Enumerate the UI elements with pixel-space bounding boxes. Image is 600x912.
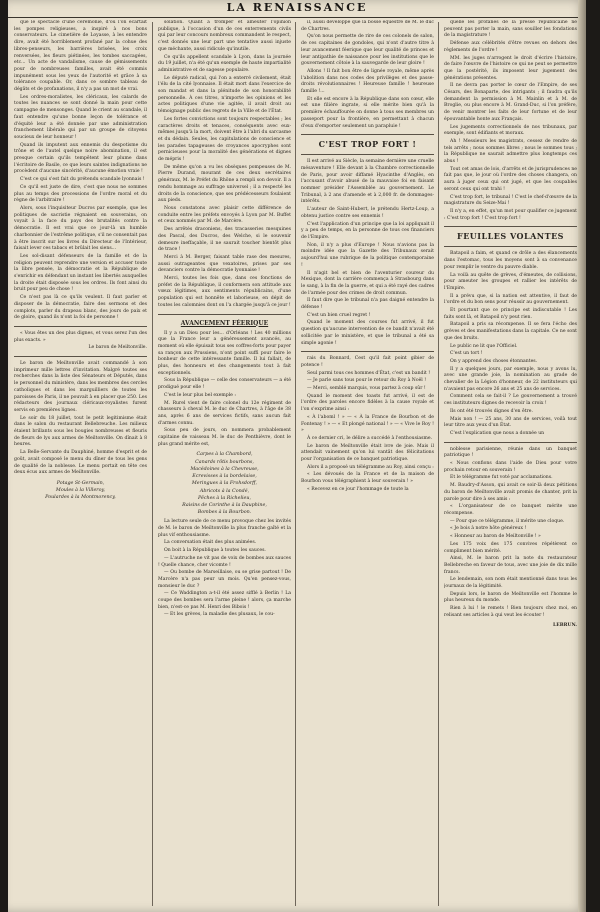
paragraph: Il ne devra pas porter le cœur de l'Empire, de ses Césars, des Bonaparte, des intrigants ; il faudra qu'ils demandent la permission à M. Mainlin et à M. de Broglie, ou plus encore à M. Grand-Duc, si l'on préfère, de venir montrer les faits de leur fortune et de leur épouvantable honte aux Français.: [444, 83, 577, 122]
paragraph: Sous la République — celle des conservateurs — a été prodigué pour elle !: [158, 378, 291, 391]
menu-item: Macédoines à la Chevreuse,: [190, 466, 259, 472]
paragraph: — Pour que ce télégramme, il mérite une cloque.: [450, 518, 565, 524]
paragraph: Quand le moment des toasts fut arrivé, il est de l'ordre des paroles encore fidèles à la cause royale et l'on s'exprime ainsi :: [301, 393, 434, 413]
paragraph: Sous peu de jours, on nommera probablement capitaine de vaisseau M. le duc de Penthièvre, dont le plus grand mérite est,: [158, 428, 291, 447]
paragraph: Des arrêtés draconiens, des tracasseries mesquines des Pascal, des Ducros, des Welche, si le souvenir demeure ineffaçable, il ne saurait toucher bientôt plus de trace !: [158, 227, 291, 253]
paragraph: On boit à la République à toutes les sauces.: [164, 548, 266, 554]
paragraph: Allons ! Il fait bon être de lignée royale, même après l'abolition dans nos codes des privilèges et des passe-droits révolutionnaires ! Heureuse famille ! heureuse famille !...: [301, 68, 434, 95]
paragraph: Les 175 voix des 175 convives répétèrent ce compliment bien mérité.: [444, 541, 577, 554]
paragraph: quelle les profanes de la presse républicaine ne peuvent pas porter la main, sans souiller les fondations de la magistrature !: [444, 20, 577, 39]
column-rule: [438, 22, 439, 906]
paragraph: Alors il a proposé un télégramme au Roy, ainsi conçu :: [307, 464, 434, 470]
paragraph: Le public ne lit que l'Officiel.: [450, 343, 518, 349]
paragraph: « L'organisateur de ce banquet mérite une récompense.: [444, 504, 577, 516]
paragraph: Il a prévu que, si la nation est attentive, il faut de l'ordre et du bon sens pour réussir au gouvernement.: [444, 293, 577, 306]
divider: [14, 326, 147, 327]
paragraph: — Ce Waddington a-t-il été assez sifflé à Berlin ! La coupe des bombes sera l'arme pleine ! alors, ça marche bien, n'est-ce pas M. Henri des Bibois !: [158, 591, 291, 610]
column-4: [444, 20, 577, 904]
paragraph: Alors, sous l'inquisiteur Ducros par exemple, que les politiques de sacristie régnaient en souverains, on voyait à la face du pays des brutalités contre la démocratie. Il est vrai que ce jour-là un humble charbonnier de l'extrême politique, s'il ne consentait pas à être inscrit sur les livres du Directeur de l'Intérieur, faisait lever ces tabacs et brûlait les siens...: [14, 205, 147, 252]
paragraph: Seul parmi tous ces hommes d'État, c'est un bandit !: [307, 370, 431, 376]
paragraph: « À l'aboml ! » — « À la France de Bourbon et de Fontenay ! » — « Et plongé national ! » — « Vive le Roy ! »: [301, 414, 434, 434]
menu-item: Potage St-Germain,: [56, 481, 105, 486]
paragraph: L'auteur de Saint-Hubert, le prétendu Hertz-Loup, a obtenu justice contre ses ennemis !: [301, 207, 434, 219]
quote: « Vous êtes un des plus dignes, et vous serez l'un des plus exacts. »: [14, 330, 147, 343]
paragraph: Batapoil a faim, et quand ce drôle a des élancements dans l'estomac, tous les moyens sont à sa convenance pour remplir le ventre du pauvre diable.: [444, 251, 577, 270]
divider: [444, 246, 577, 247]
menu-item: Carpes à la Chambord,: [196, 452, 253, 458]
paragraph: Il faut dire que le tribunal n'a pas daigné entendre la défense !: [301, 298, 434, 311]
column-rule: [152, 22, 153, 906]
menu-list: [158, 451, 291, 516]
paragraph: Le lendemain, son nom était mentionné dans tous les journaux de la légitimité.: [444, 577, 577, 590]
paragraph: — L'autruche ne vit pas de voix de bombes aux sauces ! Quelle chance, cher vicomte !: [158, 555, 291, 568]
paragraph: Mais non ! — 25 ans, 30 ans de services, voilà tout leur titre aux yeux d'un État.: [444, 416, 577, 429]
paragraph: — Je parle sans tous pour le retour du Roy à Noël !: [307, 378, 427, 384]
paragraph: Le baron de Meiltonville avait commandé à son imprimeur mille lettres d'invitation. Malgré toutes ses recherches dans la liste des Sénateurs et Députés, dans le personnel du ministère, dans les membres des cercles catholiques et dans les marguilliers de toutes les paroisses de Paris, il ne pouvait à en placer que 250. Les rédacteurs des journaux cléricaux-royalistes furent servis en premières lignes.: [14, 361, 147, 413]
paragraph: Le baron de Meiltonville était ivre de joie. Mais il attendait vainement qu'on lui vantât des félicitations pour l'organisation de ce banquet patriotique.: [301, 443, 434, 463]
menu-item: Bombes à la Bourbon.: [197, 510, 252, 516]
paragraph: De même qu'on a vu les obsèques pompeuses de M. Pierre Durand, mourant de ces deux secrétaires généraux, M. le Préfet du Rhône a rempli son devoir. Il a rendu hommage au suffrage universel ; il a respecté les droits de la conscience, que ses prédécesseurs foulaient aux pieds.: [158, 164, 291, 204]
menu-list: [14, 480, 147, 502]
paragraph: Rien à lui ! le remets ! Bien toujours chez moi, en relisant ses articles à qui veut les écouter !: [444, 606, 577, 618]
paragraph: Et le télégramme fut voté par acclamations.: [450, 475, 553, 481]
paragraph: Tout cet amas de lois, d'arrêts et de jurisprudences ne fait pas que, le jour où l'ordre des choses changera, on aura à juger ceux qui ont jugé, et que les coupables seront ceux qui ont trahi !: [444, 166, 577, 192]
paragraph: La Belle-Servante du Dauphiné, homme d'esprit et de goût, avait composé le menu du dîner de tous les gens de qualité de la noblesse. Le menu portait en tête ces deux écus aux armes de Meiltonville.: [14, 450, 147, 476]
paragraph: Ce qu'ils appellent scandale à Lyon, dans la journée du 19 juillet, n'a été qu'un exemple de haute impartialité administrative et de sagesse populaire.: [158, 54, 291, 73]
paragraph: rais du Bonnard, Cest qu'il fait point gibier de potence !: [301, 356, 434, 368]
paragraph: — Ou bombe de Marseillaise, ou se grise partout ! De Marcère n'a pas peur un mois. Qu'en pensez-vous, monsieur le duc ?: [158, 570, 291, 589]
section-heading: C'EST TROP FORT !: [318, 139, 417, 150]
paragraph: Les jugements correctionnels de nos tribunaux, par exemple, sont édifiants et moraux.: [444, 124, 577, 137]
newspaper-page: [8, 0, 586, 912]
paragraph: Et elle est encore à la République dans son cœur, elle est une filière ingrate, si elle mérite bien qu'à la première échauffourée on donne à tous ses membres un passeport pour la frontière, en permettant à chacun d'eux d'emporter seulement un parapluie !: [301, 96, 434, 129]
paragraph: MM. les juges n'arrogent le droit d'écrire l'histoire, de faire l'œuvre de l'histoire ce qui ne peut se permettre que la postérité, ils imposent leur jugement des générations présentes.: [444, 55, 577, 81]
paragraph: Ce qu'il est juste de dire, c'est que nous ne sommes plus au temps des processions de l'ordre moral et du règne de l'arbitraire !: [14, 184, 147, 204]
paragraph: C'est l'explication que nous a donnée un: [450, 430, 545, 436]
divider: [444, 442, 577, 443]
paragraph: C'est un bien cruel regret !: [307, 312, 371, 318]
paragraph: C'est trop fort, le tribunal ! C'est le chef-d'œuvre de la magistrature du Seize-Mai !: [444, 194, 577, 207]
quote-signature: Le baron de Meiltonville.: [88, 345, 147, 351]
paragraph: Ah ! Messieurs les magistrats, cessez de rendre de tels arrêts ; nous sommes libres ; nous le sommes tous ; la République ne saurait admettre plus longtemps ces abus !: [444, 138, 577, 165]
menu-item: Raisins de Corinthe à la Dauphine,: [182, 502, 267, 508]
masthead: LA RENAISSANCE: [8, 0, 586, 18]
paragraph: C'est ce qui s'est fait du prétendu scandale lyonnais !: [20, 177, 145, 183]
paragraph: Quand ils imputent aux ennemis du despotisme du trône et de l'autel quelque noire abomination, il est presque certain qu'ils tempêtent leur plume dans l'écritoire de Basile, ce que leurs saintes indignations ne procèdent d'aucune sincérité, d'aucune émotion vraie !: [14, 142, 147, 175]
paragraph: Merci, toutes les fois que, dans ces fonctions de préfet de la République, il conformera son attitude aux vœux légitimes, aux sentiments républicains, d'une population qui est honnête et laborieuse, en dépit de toutes les calomnies dont on l'a chargée jusqu'à ce jour !: [158, 276, 291, 308]
paragraph: C'est l'application d'un principe que la loi appliquait il y a peu de temps, en la personne de tous ces financiers de l'Empire.: [301, 221, 434, 240]
page-edge: [578, 0, 586, 912]
column-1: [14, 20, 147, 904]
paragraph: Batapoil a pris sa récompense. Il se fera l'écho des grèves et des manifestations dans la capitale. Ce ne sont que des bruits.: [444, 322, 577, 341]
paragraph: Depuis lors, le baron de Meiltonville est l'homme le plus heureux du monde.: [444, 591, 577, 604]
paragraph: Il n'agit bel et bien de l'aventurier coureur du Mexique, dont la carrière commença à Strasbourg dans le sang, à la fin de la guerre, et qui a été rayé des cadres de l'armée pour des crimes de droit commun.: [301, 270, 434, 296]
paragraph: Le soir du 18 juillet, tout le petit legitimisme était dans le salon du restaurant Bellebreuche. Les milieux étaient brillants sous les bougies nombreuses et fleuris de fleurs de lys aux armes de Meiltonville. On dînait à 8 heures.: [14, 415, 147, 448]
paragraph: Merci à M. Berger, faisant table rase des mesures, aussi outrageantes que vexatoires, prises par ses devanciers contre la démocratie lyonnaise !: [158, 254, 291, 274]
paragraph: Ainsi, M. le baron prit la note du restaurateur Bellebreche en faveur de tous, avec une joie de dix mille francs.: [444, 556, 577, 575]
paragraph: Les fortes convictions sont toujours respectables ; les caractères droits et tenaces, conséquents avec eux-mêmes jusqu'à la mort, doivent être à l'abri du sarcasme et du dédain. Seules, les capitulations de conscience et les parades tapageuses de croyances apocryphes sont pernicieuses pour la moralité des générations et dignes de mépris !: [158, 116, 291, 163]
paragraph: Ce n'est pas là ce qu'ils veulent. Il faut parler et disposer de la démocratie, faire des sermons et des complots, parler du drapeau blanc, des jours de paix et de gloire, quand ils n'ont la foi de personne !: [14, 295, 147, 321]
divider: [301, 351, 434, 352]
divider: [301, 154, 434, 155]
paragraph: La voilà au quête de grèves, d'émeutes, de collisions, pour ameuter les groupes et rallier les intérêts de l'Empire.: [444, 272, 577, 291]
paragraph: « Les dévoués de la France et de la maison de Bourbon vous télégraphient à leur souverain ! »: [301, 472, 434, 485]
paragraph: À ce dernier cri, le délire a succédé à l'enthousiasme.: [307, 435, 433, 441]
paragraph: Non, il n'y a plus d'Europe ! Nous n'avions pas la moindre idée que la Gazette des Tribunaux serait aujourd'hui une rubrique de la politique contemporaine !: [301, 242, 434, 268]
menu-item: Pêches à la Richelieu,: [197, 495, 252, 501]
paragraph: — Et les grèves, la maladie des plusaux, le cou-: [164, 612, 275, 618]
paragraph: « Honneur au baron de Meiltonville ! »: [450, 534, 541, 540]
paragraph: Il n'y a, en effet, qu'un mot pour qualifier ce jugement : C'est trop fort ! C'est trop fort !: [444, 208, 577, 221]
paragraph: Il est arrivé au Siècle, la semaine dernière une cruelle mésaventure ! Elle devant à la Chambre correctionnelle de Paris, pour avoir diffamé Hyacinthe d'Anglès, en l'accusant d'avoir abusé de la mauvaise foi en faisant nommer présider l'Assemblée au gouvernement. Le Tribunal, à 2 ans d'amende et à 2,000 fr. de dommages-intérêts.: [301, 159, 434, 205]
column-2: [158, 20, 291, 904]
paragraph: M. Baudry-d'Asson, qui avait ce soir-là deux pétitions du baron de Meiltonville avait promis de chanter, prit la parole pour dire à ses amis :: [444, 483, 577, 502]
paragraph: noblesse parisienne, réunie dans un banquet patriotique !: [444, 446, 577, 459]
paragraph: il, aussi développé que la bosse équestre de M. le duc de Chartres.: [301, 20, 434, 32]
paragraph: Qu'on nous permette de rire de ces colonels de salon, de ces capitaines de gondoles, qui n'ont d'autre titre à leur avancement féerique que leur qualité de princes et leur antipathie de naissance pour les institutions que le gouvernement côtoie à la sauvegarde de leur gloire !: [301, 34, 434, 67]
divider: [14, 356, 147, 357]
paragraph: que le spectacle d'une cérémonie, d'où l'on écartait les pompes religieuses, a inspiré à nos bons conservateurs. Le cimetière de Loyasse, à les entendre dire, avait été horriblement profané par la cohue des libres-penseurs, les barrières brisées, les croix renversées, les fleurs piétinées, les tombes saccagées, etc... Un acte de vandalisme, cause de gémissements pour de nombreuses familles, avait été commis impunément sous les yeux de l'autorité et grâce à sa tolérance coupable. Or, dans ce sombre tableau de dégâts et de profanations, il n'y a pas un mot de vrai.: [14, 20, 147, 93]
paragraph: Ils ont été trouvés dignes d'en être.: [450, 408, 533, 414]
section-heading: FEUILLES VOLANTES: [457, 231, 564, 242]
paragraph: La conversation était des plus animées.: [164, 540, 257, 546]
paragraph: « Nous confions dans l'aide de Dieu pour votre prochain retour en souverain !: [444, 461, 577, 473]
menu-item: Ecrevisses à la bordelaise,: [192, 474, 257, 480]
divider: [444, 226, 577, 227]
paragraph: Comment cela se fait-il ? Le gouvernement a trouvé ces instituteurs dignes de recevoir la croix !: [444, 394, 577, 407]
divider: [301, 134, 434, 135]
paragraph: La lecture seule de ce menu provoque chez les invités de M. le baron de Meiltonville la plus franche gaîté et la plus vif enthousiasme.: [158, 519, 291, 538]
paragraph: « Je bois à notre hôte généreux !: [450, 526, 527, 532]
author-signature: LEBRUN.: [553, 622, 577, 628]
menu-item: Moules à la Villeroy,: [55, 488, 106, 494]
menu-item: Poulardes à la Montmorency,: [45, 495, 116, 501]
paragraph: Il y a un Dieu pour les... d'Orléans ! Les 40 millions que la France leur a généreusement avancés, au moment où elle épuisait tous ses coffres-forts pour payer sa rançon aux Prussiens, n'ont point suffi pour faire le bonheur de cette intéressante famille. Il lui fallait, de plus, des honneurs et des changements tout à fait exceptionnels.: [158, 330, 291, 376]
paragraph: « Recevez en ce jour l'hommage de toute la: [307, 486, 409, 492]
paragraph: C'est un tort !: [450, 351, 483, 357]
divider: [158, 314, 291, 315]
paragraph: Quand le moment des courses fut arrivé, il fut question qu'aucune intervention de ce bandit n'avait été sollicitée par le ministère, et que le tribunal a été sa simple agonie !: [301, 320, 434, 346]
menu-item: Meringues à la Frohsdorff,: [191, 481, 258, 487]
paragraph: Les ordres-moralistes, les cléricaux, les calards de toutes les nuances se sont donné la main pour cette campagne de mensonges. Quand le crient au scandale, il faut entendre qu'une bonne leçon de tolérance et d'équité leur a été donnée par une administration franchement libérale qui par un groupe de citoyens soucieux de leur honneur !: [14, 94, 147, 140]
paragraph: C'est le leur plus bel exemple :: [164, 392, 236, 398]
paragraph: Défense aux célébrités d'être revues en dehors des règlements de l'ordre !: [444, 41, 577, 53]
paragraph: Les sol-disant défenseurs de la famille et de la religion peuvent reprendre une version et accuser toute la libre pensée, la démocratie et la République de s'enrichir en défendant un instant les libertés auxquelles la droite était disposée sous les ordres. Ils font ainsi du bruit pour peu de chose !: [14, 253, 147, 293]
paragraph: — Merci, semblé marquis, vous partez à coup sûr !: [307, 386, 426, 392]
paragraph: Le député radical, qui l'on a enterré civilement, était l'élu de la cité lyonnaise. Il était mort dans l'exercice de son mandat et dans la plénitude de son honorabilité personnelle. À ces titres, n'importe les opinions et les actes politiques d'une vie agitée, il avait droit au témoignage public des regrets de la Ville et de l'État.: [158, 75, 291, 115]
column-3: [301, 20, 434, 904]
paragraph: Et pourtant que ce principe est indiscutable ! Les faits sont là, et Batapoil n'y peut rien.: [444, 308, 577, 320]
paragraph: Nous constatons avec plaisir cette différence de conduite entre les préfets envoyés à Lyon par M. Buffet et ceux nommés par M. de Marcère.: [158, 205, 291, 225]
column-rule: [295, 22, 296, 906]
paragraph: solation. Quant à tromper et ameuter l'opinion publique, à l'occasion d'un de ces enterrements civils qui par leur concours nombreux commandent le respect, c'est donnés une leur part une tentative aussi injuste que méchante, aussi ridicule qu'inutile.: [158, 20, 291, 52]
paragraph: Il y a quelques jours, par exemple, nous y avons lu, avec une grande joie, la nomination au grade de chevalier de la Légion d'honneur, de 22 instituteurs qui n'avaient pas encore 26 ans et 25 ans de services.: [444, 366, 577, 392]
paragraph: On y apprend des choses étonnantes.: [450, 358, 538, 364]
section-heading: AVANCEMENT FÉERIQUE: [180, 319, 269, 327]
menu-item: Canards rôtis bourbons,: [195, 459, 254, 465]
menu-item: Abricots à la Condé,: [199, 488, 250, 494]
paragraph: M. Rurel vient de faire colonel du 12e régiment de chasseurs à cheval M. le duc de Chartres, à l'âge de 38 ans, après 6 ans de services fictifs, sans aucun fait d'armes connu.: [158, 400, 291, 426]
